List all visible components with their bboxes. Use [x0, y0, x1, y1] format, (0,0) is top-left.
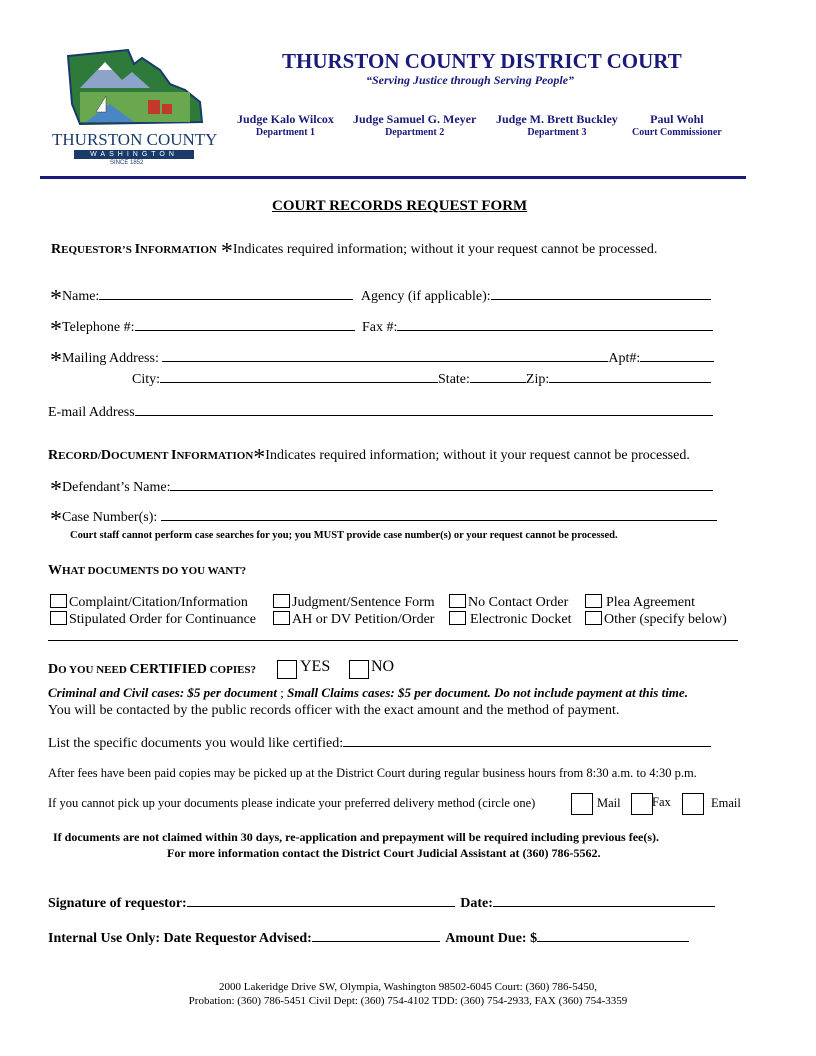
- checkbox[interactable]: [449, 611, 466, 625]
- judge-3: [496, 112, 618, 138]
- signature-label: Signature of requestor:: [48, 896, 187, 911]
- state-label: State:: [438, 372, 470, 387]
- fees-no-payment: Do not include payment at this time.: [490, 685, 688, 700]
- logo-state: WASHINGTON: [90, 151, 178, 158]
- record-heading: RECORD/DOCUMENT INFORMATION*Indicates required information; without it your request cannot be processed.: [48, 445, 690, 471]
- checkbox[interactable]: [449, 594, 466, 608]
- judge-1-name: Judge Kalo Wilcox: [237, 112, 334, 126]
- documents-heading: WHAT DOCUMENTS DO YOU WANT?: [48, 563, 247, 578]
- telephone-field[interactable]: [135, 318, 355, 331]
- certified-yes-label: YES: [300, 658, 331, 675]
- delivery-email-box[interactable]: [682, 793, 704, 815]
- checkbox[interactable]: [585, 611, 602, 625]
- fees-criminal-civil: Criminal and Civil cases: $5 per document: [48, 685, 277, 700]
- mailing-label: Mailing Address:: [62, 351, 159, 366]
- agency-label: Agency (if applicable):: [360, 289, 491, 304]
- footer: [0, 980, 816, 1008]
- date-label: Date:: [460, 896, 493, 911]
- fax-field[interactable]: [397, 318, 713, 331]
- doc-option-other[interactable]: Other (specify below): [585, 611, 727, 628]
- header-divider: [40, 176, 746, 179]
- judge-2: [353, 112, 476, 138]
- doc-option-no-contact[interactable]: No Contact Order: [449, 594, 568, 611]
- doc-option-ah-dv[interactable]: AH or DV Petition/Order: [273, 611, 434, 628]
- other-specify-line[interactable]: [48, 640, 738, 641]
- doc-option-plea[interactable]: Plea Agreement: [585, 594, 695, 611]
- zip-field[interactable]: [549, 370, 711, 383]
- judge-1: [237, 112, 334, 138]
- requestor-heading: REQUESTOR’S INFORMATION *Indicates required information; without it your request cannot be processed.: [51, 239, 658, 265]
- case-field[interactable]: [161, 508, 717, 521]
- checkbox[interactable]: [273, 594, 290, 608]
- name-label: Name:: [62, 289, 100, 304]
- city-row: [132, 370, 711, 388]
- defendant-field[interactable]: [170, 478, 713, 491]
- footer-phones: Probation: (360) 786-5451 Civil Dept: (360) 754-4102 TDD: (360) 754-2933, FAX (360) 754-3359: [188, 995, 628, 1007]
- signature-row: [48, 894, 715, 912]
- case-label: Case Number(s):: [62, 510, 158, 525]
- logo-since: SINCE 1852: [110, 160, 144, 166]
- mailing-row: *Mailing Address: Apt#:: [50, 349, 714, 367]
- list-certified-row: [48, 734, 711, 752]
- state-field[interactable]: [470, 370, 526, 383]
- doc-option-docket[interactable]: Electronic Docket: [449, 611, 571, 628]
- judge-3-name: Judge M. Brett Buckley: [496, 112, 618, 126]
- list-certified-label: List the specific documents you would like certified:: [48, 736, 344, 751]
- delivery-mail-label: Mail: [597, 796, 621, 810]
- name-row: *Name: Agency (if applicable):: [50, 287, 711, 305]
- defendant-row: *Defendant’s Name:: [50, 478, 713, 496]
- case-note: Court staff cannot perform case searches for you; you MUST provide case number(s) or your request cannot be processed.: [70, 530, 618, 541]
- delivery-label: If you cannot pick up your documents please indicate your preferred delivery method (circle one): [48, 796, 536, 810]
- defendant-label: Defendant’s Name:: [62, 480, 171, 495]
- delivery-fax-label: Fax: [652, 795, 671, 809]
- email-label: E-mail Address: [48, 405, 135, 420]
- notice-line-1: If documents are not claimed within 30 days, re-application and prepayment will be required including previous fee(s).: [53, 830, 660, 844]
- mailing-field[interactable]: [162, 349, 608, 362]
- internal-date-field[interactable]: [312, 929, 440, 942]
- delivery-fax-box[interactable]: [631, 793, 653, 815]
- commissioner-title: Court Commissioner: [632, 127, 722, 138]
- commissioner: [632, 112, 722, 138]
- checkbox[interactable]: [50, 611, 67, 625]
- city-label: City:: [132, 372, 161, 387]
- commissioner-name: Paul Wohl: [650, 112, 704, 126]
- certified-no-checkbox[interactable]: [349, 660, 369, 679]
- apt-field[interactable]: [640, 349, 714, 362]
- doc-option-stipulated[interactable]: Stipulated Order for Continuance: [50, 611, 256, 628]
- record-required-note: Indicates required information; without it your request cannot be processed.: [265, 448, 690, 463]
- delivery-email-label: Email: [711, 796, 741, 810]
- date-field[interactable]: [493, 894, 715, 907]
- logo-state-band: [74, 150, 194, 159]
- checkbox[interactable]: [50, 594, 67, 608]
- checkbox[interactable]: [273, 611, 290, 625]
- court-title: THURSTON COUNTY DISTRICT COURT: [282, 49, 682, 73]
- doc-option-judgment[interactable]: Judgment/Sentence Form: [273, 594, 435, 611]
- internal-row: [48, 929, 689, 947]
- certified-yes-checkbox[interactable]: [277, 660, 297, 679]
- case-row: *Case Number(s):: [50, 508, 717, 526]
- internal-label: Internal Use Only: Date Requestor Advised:: [48, 931, 312, 946]
- requestor-required-note: Indicates required information: [232, 242, 404, 257]
- form-title: COURT RECORDS REQUEST FORM: [272, 198, 528, 214]
- certified-no-label: NO: [371, 658, 395, 675]
- logo-graphic: [50, 44, 220, 134]
- apt-label: Apt#:: [608, 351, 641, 366]
- pickup-note: After fees have been paid copies may be picked up at the District Court during regular business hours from 8:30 a.m. to 4:30 p.m.: [48, 766, 697, 780]
- telephone-label: Telephone #:: [62, 320, 135, 335]
- fax-label: Fax #:: [362, 320, 398, 335]
- judge-3-dept: Department 3: [527, 127, 587, 138]
- notice-line-2: For more information contact the District Court Judicial Assistant at (360) 786-5562.: [167, 846, 601, 860]
- delivery-mail-box[interactable]: [571, 793, 593, 815]
- amount-field[interactable]: [537, 929, 689, 942]
- footer-address: 2000 Lakeridge Drive SW, Olympia, Washington 98502-6045 Court: (360) 786-5450,: [219, 981, 597, 993]
- contact-note: You will be contacted by the public records officer with the exact amount and the method of payment.: [48, 703, 620, 718]
- judge-1-dept: Department 1: [255, 127, 316, 138]
- name-field[interactable]: [99, 287, 353, 300]
- checkbox[interactable]: [585, 594, 602, 608]
- email-field[interactable]: [135, 403, 713, 416]
- county-logo: [50, 44, 220, 169]
- fees-line: Criminal and Civil cases: $5 per document ; Small Claims cases: $5 per document. Do not include payment at this time.: [48, 685, 688, 700]
- logo-name: THURSTON COUNTY: [52, 130, 218, 149]
- zip-label: Zip:: [525, 372, 550, 387]
- fees-small-claims: Small Claims cases: $5 per document.: [287, 685, 491, 700]
- certified-question: DO YOU NEED CERTIFIED COPIES?: [48, 662, 257, 677]
- doc-option-complaint[interactable]: Complaint/Citation/Information: [50, 594, 248, 611]
- court-motto: “Serving Justice through Serving People”: [366, 73, 575, 87]
- email-row: [48, 403, 713, 421]
- amount-label: Amount Due: $: [445, 931, 538, 946]
- city-field[interactable]: [160, 370, 438, 383]
- judge-2-name: Judge Samuel G. Meyer: [353, 112, 477, 126]
- judge-2-dept: Department 2: [385, 127, 445, 138]
- telephone-row: *Telephone #: Fax #:: [50, 318, 713, 336]
- signature-field[interactable]: [187, 894, 455, 907]
- list-certified-field[interactable]: [343, 734, 711, 747]
- agency-field[interactable]: [491, 287, 711, 300]
